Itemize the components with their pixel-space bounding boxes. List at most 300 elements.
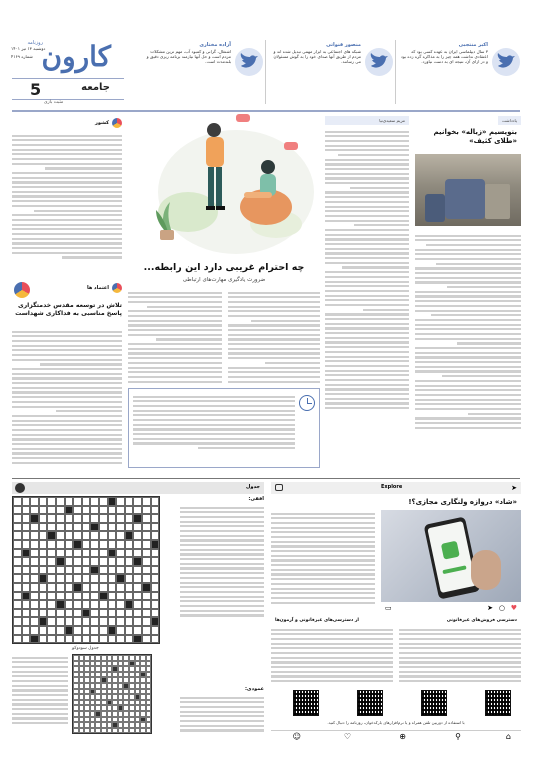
sudoku-cell[interactable] [107,728,113,734]
crossword-cell[interactable] [22,506,31,515]
crossword-cell[interactable] [13,583,22,592]
crossword-cell[interactable] [108,531,117,540]
crossword-cell[interactable] [13,531,22,540]
crossword-cell[interactable] [65,635,74,644]
crossword-cell[interactable] [30,626,39,635]
crossword-cell[interactable] [73,566,82,575]
crossword-cell[interactable] [22,583,31,592]
crossword-cell[interactable] [99,574,108,583]
qr-code[interactable] [293,690,319,716]
sudoku-cell[interactable] [84,728,90,734]
crossword-cell[interactable] [125,609,134,618]
crossword-cell[interactable] [108,600,117,609]
crossword-cell[interactable] [82,617,91,626]
crossword-cell[interactable] [30,635,39,644]
crossword-cell[interactable] [65,497,74,506]
likes-icon[interactable]: ♡ [343,732,351,741]
send-icon[interactable]: ➤ [511,484,517,492]
sudoku-cell[interactable] [146,728,152,734]
crossword-cell[interactable] [65,523,74,532]
crossword-cell[interactable] [116,583,125,592]
crossword-cell[interactable] [142,566,151,575]
sudoku-cell[interactable] [129,728,135,734]
crossword-cell[interactable] [151,626,160,635]
crossword-cell[interactable] [22,626,31,635]
crossword-cell[interactable] [108,566,117,575]
crossword-cell[interactable] [125,514,134,523]
profile-icon[interactable]: ☺ [292,732,301,741]
crossword-cell[interactable] [142,531,151,540]
crossword-cell[interactable] [116,635,125,644]
sudoku-cell[interactable] [123,728,129,734]
sudoku-cell[interactable] [90,728,96,734]
crossword-cell[interactable] [39,531,48,540]
crossword-cell[interactable] [82,557,91,566]
crossword-cell[interactable] [116,497,125,506]
crossword-cell[interactable] [56,574,65,583]
crossword-cell[interactable] [108,523,117,532]
qr-code[interactable] [357,690,383,716]
crossword-cell[interactable] [116,592,125,601]
crossword-cell[interactable] [22,600,31,609]
crossword-cell[interactable] [22,514,31,523]
crossword-cell[interactable] [151,557,160,566]
crossword-cell[interactable] [125,557,134,566]
crossword-cell[interactable] [56,592,65,601]
crossword-cell[interactable] [142,506,151,515]
crossword-cell[interactable] [47,523,56,532]
crossword-cell[interactable] [73,609,82,618]
crossword-cell[interactable] [13,506,22,515]
crossword-cell[interactable] [39,626,48,635]
crossword-cell[interactable] [99,514,108,523]
crossword-cell[interactable] [47,506,56,515]
crossword-cell[interactable] [82,609,91,618]
crossword-cell[interactable] [73,583,82,592]
crossword-cell[interactable] [116,574,125,583]
crossword-cell[interactable] [82,523,91,532]
crossword-cell[interactable] [73,635,82,644]
crossword-cell[interactable] [142,600,151,609]
crossword-cell[interactable] [22,574,31,583]
crossword-cell[interactable] [30,617,39,626]
crossword-cell[interactable] [142,549,151,558]
crossword-cell[interactable] [133,600,142,609]
crossword-cell[interactable] [82,600,91,609]
crossword-cell[interactable] [90,574,99,583]
crossword-cell[interactable] [125,600,134,609]
crossword-cell[interactable] [116,540,125,549]
crossword-cell[interactable] [99,497,108,506]
crossword-cell[interactable] [90,635,99,644]
crossword-cell[interactable] [125,574,134,583]
crossword-cell[interactable] [99,609,108,618]
crossword-cell[interactable] [65,626,74,635]
crossword-cell[interactable] [108,626,117,635]
crossword-cell[interactable] [99,549,108,558]
crossword-cell[interactable] [39,523,48,532]
crossword-cell[interactable] [125,617,134,626]
crossword-cell[interactable] [90,497,99,506]
crossword-cell[interactable] [116,600,125,609]
crossword-cell[interactable] [13,497,22,506]
sudoku-cell[interactable] [140,728,146,734]
crossword-cell[interactable] [13,523,22,532]
crossword-cell[interactable] [13,617,22,626]
crossword-cell[interactable] [13,574,22,583]
crossword-cell[interactable] [56,583,65,592]
crossword-cell[interactable] [125,540,134,549]
crossword-cell[interactable] [30,506,39,515]
crossword-cell[interactable] [56,566,65,575]
crossword-cell[interactable] [39,540,48,549]
crossword-cell[interactable] [82,540,91,549]
crossword-cell[interactable] [99,523,108,532]
crossword-cell[interactable] [13,592,22,601]
crossword-cell[interactable] [56,635,65,644]
crossword-cell[interactable] [47,566,56,575]
crossword-cell[interactable] [99,617,108,626]
crossword-cell[interactable] [133,574,142,583]
crossword-cell[interactable] [99,592,108,601]
crossword-cell[interactable] [133,531,142,540]
crossword-cell[interactable] [142,574,151,583]
crossword-cell[interactable] [73,574,82,583]
crossword-cell[interactable] [99,557,108,566]
crossword-cell[interactable] [108,635,117,644]
sudoku-cell[interactable] [101,728,107,734]
crossword-cell[interactable] [56,609,65,618]
crossword-cell[interactable] [47,583,56,592]
crossword-cell[interactable] [151,566,160,575]
crossword-cell[interactable] [151,514,160,523]
crossword-cell[interactable] [65,600,74,609]
crossword-cell[interactable] [30,514,39,523]
crossword-cell[interactable] [125,549,134,558]
crossword-cell[interactable] [99,635,108,644]
crossword-cell[interactable] [82,626,91,635]
crossword-cell[interactable] [65,583,74,592]
crossword-cell[interactable] [22,497,31,506]
crossword-cell[interactable] [82,592,91,601]
crossword-cell[interactable] [90,557,99,566]
crossword-cell[interactable] [65,506,74,515]
crossword-cell[interactable] [133,583,142,592]
crossword-cell[interactable] [13,600,22,609]
crossword-cell[interactable] [108,592,117,601]
crossword-cell[interactable] [90,531,99,540]
crossword-cell[interactable] [56,531,65,540]
crossword-cell[interactable] [151,617,160,626]
crossword-cell[interactable] [108,574,117,583]
crossword-cell[interactable] [116,557,125,566]
crossword-cell[interactable] [142,592,151,601]
crossword-cell[interactable] [30,583,39,592]
crossword-cell[interactable] [73,557,82,566]
crossword-cell[interactable] [99,540,108,549]
crossword-cell[interactable] [142,557,151,566]
crossword-cell[interactable] [151,574,160,583]
crossword-cell[interactable] [90,566,99,575]
crossword-cell[interactable] [125,626,134,635]
crossword-cell[interactable] [99,600,108,609]
crossword-cell[interactable] [22,592,31,601]
crossword-cell[interactable] [82,574,91,583]
crossword-cell[interactable] [133,617,142,626]
crossword-cell[interactable] [47,540,56,549]
crossword-cell[interactable] [116,609,125,618]
crossword-cell[interactable] [133,523,142,532]
qr-code[interactable] [485,690,511,716]
crossword-cell[interactable] [73,617,82,626]
crossword-cell[interactable] [142,583,151,592]
crossword-cell[interactable] [133,506,142,515]
crossword-cell[interactable] [90,540,99,549]
crossword-cell[interactable] [116,523,125,532]
crossword-cell[interactable] [108,583,117,592]
crossword-cell[interactable] [90,506,99,515]
crossword-cell[interactable] [13,557,22,566]
sudoku-cell[interactable] [112,728,118,734]
crossword-cell[interactable] [142,497,151,506]
crossword-cell[interactable] [82,549,91,558]
crossword-cell[interactable] [39,635,48,644]
crossword-cell[interactable] [39,592,48,601]
crossword-cell[interactable] [13,540,22,549]
crossword-cell[interactable] [22,609,31,618]
crossword-cell[interactable] [39,557,48,566]
crossword-cell[interactable] [65,531,74,540]
crossword-cell[interactable] [30,592,39,601]
crossword-cell[interactable] [47,626,56,635]
crossword-cell[interactable] [133,592,142,601]
comment-icon[interactable]: ○ [498,604,505,612]
crossword-cell[interactable] [30,540,39,549]
crossword-cell[interactable] [108,609,117,618]
crossword-cell[interactable] [82,497,91,506]
crossword-cell[interactable] [65,566,74,575]
crossword-cell[interactable] [151,497,160,506]
crossword-cell[interactable] [82,583,91,592]
crossword-cell[interactable] [22,531,31,540]
crossword-cell[interactable] [56,626,65,635]
crossword-cell[interactable] [90,609,99,618]
crossword-cell[interactable] [47,574,56,583]
crossword-cell[interactable] [22,523,31,532]
crossword-cell[interactable] [39,549,48,558]
crossword-cell[interactable] [151,609,160,618]
crossword-cell[interactable] [47,514,56,523]
crossword-cell[interactable] [56,506,65,515]
crossword-cell[interactable] [108,549,117,558]
crossword-cell[interactable] [125,566,134,575]
crossword-cell[interactable] [13,549,22,558]
crossword-cell[interactable] [133,557,142,566]
crossword-cell[interactable] [13,566,22,575]
crossword-cell[interactable] [73,514,82,523]
camera-icon[interactable] [275,484,283,491]
crossword-cell[interactable] [90,549,99,558]
crossword-cell[interactable] [73,506,82,515]
crossword-cell[interactable] [65,609,74,618]
crossword-cell[interactable] [133,514,142,523]
crossword-cell[interactable] [73,540,82,549]
crossword-cell[interactable] [151,583,160,592]
sudoku-cell[interactable] [135,728,141,734]
crossword-cell[interactable] [116,531,125,540]
crossword-cell[interactable] [142,540,151,549]
crossword-cell[interactable] [116,617,125,626]
crossword-cell[interactable] [125,531,134,540]
crossword-cell[interactable] [56,549,65,558]
crossword-cell[interactable] [30,497,39,506]
crossword-cell[interactable] [13,626,22,635]
crossword-cell[interactable] [47,497,56,506]
crossword-cell[interactable] [82,514,91,523]
crossword-cell[interactable] [39,617,48,626]
crossword-cell[interactable] [133,549,142,558]
crossword-cell[interactable] [142,626,151,635]
bookmark-icon[interactable]: ▭ [385,604,392,612]
crossword-cell[interactable] [22,566,31,575]
crossword-cell[interactable] [82,566,91,575]
crossword-cell[interactable] [125,583,134,592]
crossword-cell[interactable] [151,506,160,515]
crossword-cell[interactable] [133,566,142,575]
crossword-cell[interactable] [56,540,65,549]
crossword-cell[interactable] [65,592,74,601]
crossword-cell[interactable] [90,626,99,635]
crossword-cell[interactable] [151,600,160,609]
crossword-cell[interactable] [30,531,39,540]
crossword-cell[interactable] [47,635,56,644]
crossword-cell[interactable] [99,506,108,515]
crossword-cell[interactable] [133,497,142,506]
crossword-cell[interactable] [116,549,125,558]
crossword-cell[interactable] [73,531,82,540]
crossword-cell[interactable] [30,600,39,609]
add-post-icon[interactable]: ⊕ [399,732,406,741]
crossword-cell[interactable] [116,514,125,523]
crossword-cell[interactable] [65,549,74,558]
crossword-cell[interactable] [151,549,160,558]
crossword-cell[interactable] [47,617,56,626]
crossword-cell[interactable] [116,626,125,635]
crossword-cell[interactable] [39,566,48,575]
crossword-cell[interactable] [13,514,22,523]
crossword-cell[interactable] [151,531,160,540]
crossword-cell[interactable] [90,592,99,601]
crossword-cell[interactable] [47,557,56,566]
crossword-cell[interactable] [90,514,99,523]
sudoku-cell[interactable] [73,728,79,734]
crossword-cell[interactable] [142,609,151,618]
crossword-cell[interactable] [56,523,65,532]
crossword-cell[interactable] [82,531,91,540]
sudoku-cell[interactable] [95,728,101,734]
crossword-cell[interactable] [142,514,151,523]
crossword-cell[interactable] [65,617,74,626]
crossword-cell[interactable] [142,635,151,644]
crossword-cell[interactable] [47,531,56,540]
crossword-cell[interactable] [30,609,39,618]
crossword-cell[interactable] [82,506,91,515]
crossword-cell[interactable] [13,635,22,644]
crossword-cell[interactable] [22,557,31,566]
crossword-cell[interactable] [142,617,151,626]
crossword-cell[interactable] [73,600,82,609]
crossword-cell[interactable] [151,540,160,549]
crossword-cell[interactable] [73,592,82,601]
crossword-cell[interactable] [65,540,74,549]
crossword-cell[interactable] [30,523,39,532]
crossword-cell[interactable] [82,635,91,644]
crossword-cell[interactable] [142,523,151,532]
crossword-cell[interactable] [65,574,74,583]
crossword-cell[interactable] [99,583,108,592]
crossword-cell[interactable] [65,557,74,566]
sudoku-cell[interactable] [79,728,85,734]
crossword-cell[interactable] [151,592,160,601]
crossword-cell[interactable] [47,609,56,618]
sudoku-cell[interactable] [118,728,124,734]
heart-icon[interactable]: ♥ [510,604,517,612]
crossword-cell[interactable] [99,626,108,635]
crossword-cell[interactable] [39,506,48,515]
crossword-cell[interactable] [133,626,142,635]
home-icon[interactable]: ⌂ [505,732,511,741]
crossword-cell[interactable] [133,540,142,549]
crossword-cell[interactable] [73,523,82,532]
crossword-cell[interactable] [133,609,142,618]
crossword-cell[interactable] [108,497,117,506]
crossword-cell[interactable] [151,635,160,644]
crossword-cell[interactable] [65,514,74,523]
crossword-cell[interactable] [125,506,134,515]
crossword-cell[interactable] [90,600,99,609]
crossword-cell[interactable] [22,549,31,558]
crossword-cell[interactable] [125,635,134,644]
crossword-cell[interactable] [30,549,39,558]
crossword-cell[interactable] [56,617,65,626]
crossword-cell[interactable] [39,574,48,583]
crossword-cell[interactable] [30,574,39,583]
crossword-cell[interactable] [30,566,39,575]
crossword-cell[interactable] [108,557,117,566]
crossword-cell[interactable] [125,497,134,506]
crossword-cell[interactable] [47,592,56,601]
crossword-cell[interactable] [90,617,99,626]
crossword-cell[interactable] [116,566,125,575]
crossword-cell[interactable] [22,635,31,644]
crossword-cell[interactable] [99,566,108,575]
crossword-cell[interactable] [56,600,65,609]
crossword-cell[interactable] [125,523,134,532]
crossword-cell[interactable] [108,540,117,549]
crossword-cell[interactable] [56,497,65,506]
crossword-cell[interactable] [39,514,48,523]
crossword-cell[interactable] [125,592,134,601]
crossword-cell[interactable] [73,497,82,506]
crossword-cell[interactable] [73,549,82,558]
crossword-cell[interactable] [108,506,117,515]
crossword-cell[interactable] [56,557,65,566]
crossword-cell[interactable] [108,617,117,626]
search-icon[interactable]: ⚲ [455,732,461,741]
crossword-cell[interactable] [116,506,125,515]
crossword-cell[interactable] [22,540,31,549]
crossword-cell[interactable] [39,600,48,609]
